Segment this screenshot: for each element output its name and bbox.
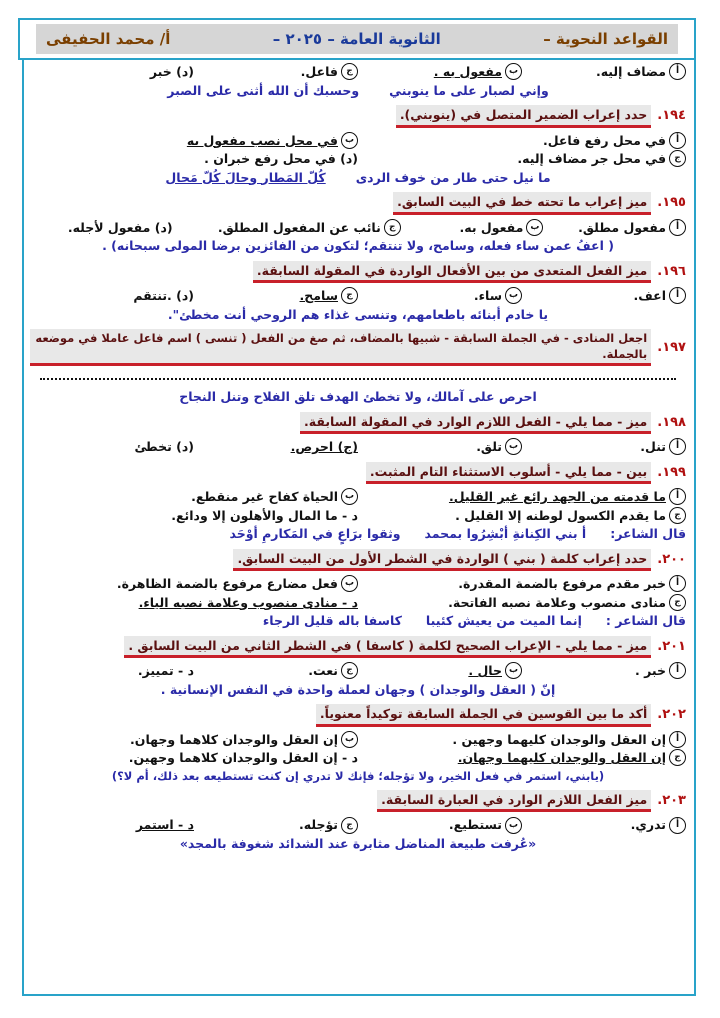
option-b[interactable] xyxy=(358,816,522,834)
option-text: نعت. xyxy=(308,663,338,679)
question-202 xyxy=(30,704,686,727)
option-d[interactable] xyxy=(30,662,194,680)
option-text: اعف. xyxy=(633,288,666,303)
option-d[interactable] xyxy=(30,749,358,767)
option-text: في محل رفع فاعل. xyxy=(542,132,666,148)
option-marker-icon: ب xyxy=(341,731,358,748)
option-marker-icon: ب xyxy=(341,575,358,592)
option-c[interactable] xyxy=(358,507,686,525)
option-d[interactable] xyxy=(30,594,358,612)
option-marker-icon: أ xyxy=(669,575,686,592)
question-number: ١٩٧. xyxy=(657,339,686,355)
option-marker-icon: ج xyxy=(341,817,358,834)
q197-quote xyxy=(30,388,686,406)
question-text: ميز - مما يلي - الإعراب الصحيح لكلمة ( كاسفا ) في الشطر الثاني من البيت السابق . xyxy=(124,636,651,659)
option-a[interactable] xyxy=(522,662,686,680)
q202-quote xyxy=(30,768,686,784)
q194-row2 xyxy=(30,150,686,168)
verse-label: قال الشاعر : xyxy=(605,613,686,629)
q195-quote xyxy=(30,237,686,255)
option-a[interactable] xyxy=(522,816,686,834)
option-a[interactable] xyxy=(358,575,686,593)
verse-hemistich: وإني لصبار على ما ينوبني xyxy=(389,82,549,98)
option-d[interactable] xyxy=(30,438,194,456)
verse-hemistich: وثقوا برَاعٍ في المَكارمِ أوْحَد xyxy=(229,526,401,542)
option-a[interactable] xyxy=(522,63,686,81)
option-marker-icon: ب xyxy=(505,63,522,80)
option-text: ما يقدم الكسول لوطنه إلا القليل . xyxy=(455,507,666,523)
verse-hemistich: كاسفا باله قليل الرجاء xyxy=(262,613,402,629)
option-c[interactable] xyxy=(358,594,686,612)
question-text: حدد إعراب كلمة ( بني ) الواردة في الشطر الأول من البيت السابق. xyxy=(233,549,651,572)
option-a[interactable] xyxy=(358,488,686,506)
header-author: أ/ محمد الحفيفى xyxy=(46,30,171,48)
option-c[interactable] xyxy=(194,438,358,456)
option-d[interactable] xyxy=(30,287,194,305)
option-text: تدري. xyxy=(630,817,666,833)
answer-line[interactable] xyxy=(40,372,676,380)
option-a[interactable] xyxy=(358,731,686,749)
question-197 xyxy=(30,329,686,366)
question-number: ٢٠١. xyxy=(657,638,686,654)
option-b[interactable] xyxy=(358,662,522,680)
option-marker-icon: أ xyxy=(669,488,686,505)
option-marker-icon: ب xyxy=(341,488,358,505)
verse-hemistich: أ بني الكِنانةِ أبْشِرُوا بمحمد xyxy=(424,526,587,542)
option-marker-icon: أ xyxy=(669,287,686,304)
option-marker-icon: ج xyxy=(341,287,358,304)
exam-content xyxy=(30,62,686,853)
option-text: نائب عن المفعول المطلق. xyxy=(217,219,381,235)
q199-row1 xyxy=(30,488,686,506)
question-198 xyxy=(30,412,686,435)
option-marker-icon: ج xyxy=(669,749,686,766)
q201-quote xyxy=(30,681,686,699)
option-b[interactable] xyxy=(30,731,358,749)
question-200 xyxy=(30,549,686,572)
quote-text: يا خادم أبنائه باطعامهم، وتنسى غذاء هم الروحي أنت مخطئ". xyxy=(167,306,549,322)
question-196 xyxy=(30,261,686,284)
q200-verse xyxy=(30,612,686,630)
option-marker-icon: ب xyxy=(505,438,522,455)
option-marker-icon: أ xyxy=(669,219,686,236)
option-marker-icon: أ xyxy=(669,132,686,149)
question-number: ٢٠٣. xyxy=(657,792,686,808)
option-marker-icon: ج xyxy=(384,219,401,236)
option-b[interactable] xyxy=(30,488,358,506)
option-marker-icon: أ xyxy=(669,63,686,80)
question-203 xyxy=(30,790,686,813)
option-d[interactable] xyxy=(30,816,194,834)
option-text: في محل جر مضاف إليه. xyxy=(517,151,666,166)
option-text: مفعول مطلق. xyxy=(578,219,666,235)
top-options xyxy=(30,63,686,81)
option-marker-icon: ج xyxy=(341,662,358,679)
question-number: ٢٠٠. xyxy=(657,551,686,567)
option-c[interactable] xyxy=(194,816,358,834)
option-text: منادى منصوب وعلامة نصبه الفاتحة. xyxy=(448,594,666,610)
option-text: د - استمر xyxy=(135,817,194,833)
option-text: الحياة كفاح غير منقطع. xyxy=(191,489,338,505)
question-number: ١٩٩. xyxy=(657,464,686,480)
top-verse xyxy=(30,82,686,100)
option-text: (د) مفعول لأجله. xyxy=(67,219,173,235)
option-marker-icon: ب xyxy=(341,132,358,149)
option-d[interactable] xyxy=(30,150,358,168)
option-text: د - ما المال والأهلون إلا ودائع. xyxy=(171,507,358,523)
q203-quote xyxy=(30,835,686,853)
option-c[interactable] xyxy=(194,63,358,81)
option-text: مضاف إليه. xyxy=(595,64,666,79)
option-marker-icon: أ xyxy=(669,817,686,834)
q203-options xyxy=(30,816,686,834)
question-text: حدد إعراب الضمير المتصل في (ينوبني). xyxy=(396,105,651,128)
q198-options xyxy=(30,438,686,456)
option-b[interactable] xyxy=(30,575,358,593)
option-text: د - إن العقل والوجدان كلاهما وجهين. xyxy=(128,750,358,766)
option-text: (ج) احرص. xyxy=(290,439,358,455)
option-c[interactable] xyxy=(173,219,401,237)
question-number: ١٩٤. xyxy=(657,108,686,124)
question-text: اجعل المنادى - في الجملة السابقة - شبيها بالمضاف، ثم صغ من الفعل ( تنسى ) اسم فاعل عاملا في موضعه بالجملة. xyxy=(30,329,651,366)
option-marker-icon: أ xyxy=(669,662,686,679)
quote-text: «عُرفت طبيعة المناضل مثابرة عند الشدائد شغوفة بالمجد» xyxy=(179,835,537,851)
option-c[interactable] xyxy=(194,287,358,305)
option-marker-icon: ج xyxy=(669,594,686,611)
option-text: ساء. xyxy=(473,288,502,303)
option-text: سامح. xyxy=(299,288,338,303)
quote-text: ( اعفُ عمن ساء فعله، وسامح، ولا تنتقم؛ لتكون من الفائزين برضا المولى سبحانه) . xyxy=(102,238,614,253)
q202-row1 xyxy=(30,731,686,749)
option-text: إن العقل والوجدان كلاهما وجهان. xyxy=(130,731,338,747)
question-text: بين - مما يلي - أسلوب الاستثناء التام المثبت. xyxy=(366,462,651,485)
option-text: حال . xyxy=(468,663,502,679)
question-text: ميز - مما يلي - الفعل اللازم الوارد في المقولة السابقة. xyxy=(300,412,651,435)
option-c[interactable] xyxy=(194,662,358,680)
verse-hemistich: إنما الميت من يعيش كئيبا xyxy=(425,613,582,629)
q199-verse xyxy=(30,525,686,543)
option-a[interactable] xyxy=(543,219,686,237)
option-text: مفعول به . xyxy=(433,64,502,79)
option-a[interactable] xyxy=(522,438,686,456)
question-199 xyxy=(30,462,686,485)
q201-options xyxy=(30,662,686,680)
option-text: (د) .تنتقم xyxy=(133,288,194,303)
verse-hemistich: وحسبك أن الله أثنى على الصبر xyxy=(167,82,360,98)
option-text: خبر مقدم مرفوع بالضمة المقدرة. xyxy=(458,576,666,592)
question-text: ميز إعراب ما تحته خط في البيت السابق. xyxy=(393,192,651,215)
option-text: تؤجله. xyxy=(299,817,338,833)
option-marker-icon: أ xyxy=(669,438,686,455)
page-header xyxy=(18,18,696,60)
option-text: خبر . xyxy=(635,663,666,679)
q194-row1 xyxy=(30,132,686,150)
option-text: فاعل. xyxy=(300,64,338,79)
quote-text: احرص على آمالك، ولا تخطئ الهدف تلق الفلاح وتنل النجاح xyxy=(179,389,537,405)
question-201 xyxy=(30,636,686,659)
option-marker-icon: ب xyxy=(505,287,522,304)
question-195 xyxy=(30,192,686,215)
option-text: (د) تخطئ xyxy=(134,439,194,455)
option-text: د - منادى منصوب وعلامة نصبه الياء. xyxy=(138,594,358,610)
q196-options xyxy=(30,287,686,305)
question-text: ميز الفعل المتعدى من بين الأفعال الواردة في المقولة السابقة. xyxy=(253,261,651,284)
option-b[interactable] xyxy=(358,63,522,81)
option-a[interactable] xyxy=(358,132,686,150)
option-text: في محل نصب مفعول به xyxy=(186,132,338,148)
question-number: ١٩٦. xyxy=(657,263,686,279)
option-marker-icon: ج xyxy=(341,63,358,80)
option-marker-icon: أ xyxy=(669,731,686,748)
question-text: ميز الفعل اللازم الوارد في العبارة السابقة. xyxy=(377,790,651,813)
option-text: إن العقل والوجدان كليهما وجهان. xyxy=(457,750,666,766)
question-number: ٢٠٢. xyxy=(657,707,686,723)
question-number: ١٩٨. xyxy=(657,414,686,430)
option-d[interactable] xyxy=(30,219,173,237)
q200-row1 xyxy=(30,575,686,593)
question-194 xyxy=(30,105,686,128)
option-b[interactable] xyxy=(30,132,358,150)
option-b[interactable] xyxy=(401,219,544,237)
question-text: أكد ما بين القوسين في الجملة السابقة توكيداً معنوياً. xyxy=(316,704,651,727)
header-banner xyxy=(36,24,678,54)
option-text: ما قدمته من الجهد رائع غير القليل. xyxy=(448,489,666,505)
option-text: (د) خبر xyxy=(149,64,194,79)
option-a[interactable] xyxy=(522,287,686,305)
option-c[interactable] xyxy=(358,749,686,767)
verse-label: قال الشاعر: xyxy=(610,526,686,542)
q199-row2 xyxy=(30,507,686,525)
q194-verse xyxy=(30,169,686,187)
option-text: إن العقل والوجدان كليهما وجهين . xyxy=(452,731,666,747)
option-marker-icon: ب xyxy=(526,219,543,236)
quote-text: إنّ ( العقل والوجدان ) وجهان لعملة واحدة في النفس الإنسانية . xyxy=(160,681,556,697)
option-c[interactable] xyxy=(358,150,686,168)
option-text: فعل مضارع مرفوع بالضمة الظاهرة. xyxy=(116,576,338,592)
header-year: الثانوية العامة – ٢٠٢٥ – xyxy=(272,30,441,48)
option-marker-icon: ب xyxy=(505,662,522,679)
verse-hemistich: ما نيل حتى طار من خوف الردى xyxy=(355,169,551,185)
q200-row2 xyxy=(30,594,686,612)
option-d[interactable] xyxy=(30,63,194,81)
option-marker-icon: ج xyxy=(669,507,686,524)
option-text: تستطيع. xyxy=(448,817,502,833)
option-text: مفعول به. xyxy=(459,219,524,235)
option-b[interactable] xyxy=(358,287,522,305)
option-text: تلق. xyxy=(476,439,502,455)
header-title: القواعد النحوية – xyxy=(543,30,668,48)
q195-options xyxy=(30,219,686,237)
option-d[interactable] xyxy=(30,507,358,525)
option-text: د - تمييز. xyxy=(137,663,194,679)
option-text: تنل. xyxy=(640,439,666,455)
q196-quote xyxy=(30,306,686,324)
option-text: (د) في محل رفع خبران . xyxy=(204,151,358,166)
verse-hemistich: كُلّ المَطار وجالَ كُلّ مَجال xyxy=(165,169,326,185)
q202-row2 xyxy=(30,749,686,767)
option-b[interactable] xyxy=(358,438,522,456)
question-number: ١٩٥. xyxy=(657,195,686,211)
option-marker-icon: ج xyxy=(669,150,686,167)
quote-text: (يابني، استمر في فعل الخير، ولا تؤجله؛ فإنك لا تدري إن كنت تستطيعه بعد ذلك، أم لا؟) xyxy=(111,768,605,783)
option-marker-icon: ب xyxy=(505,817,522,834)
